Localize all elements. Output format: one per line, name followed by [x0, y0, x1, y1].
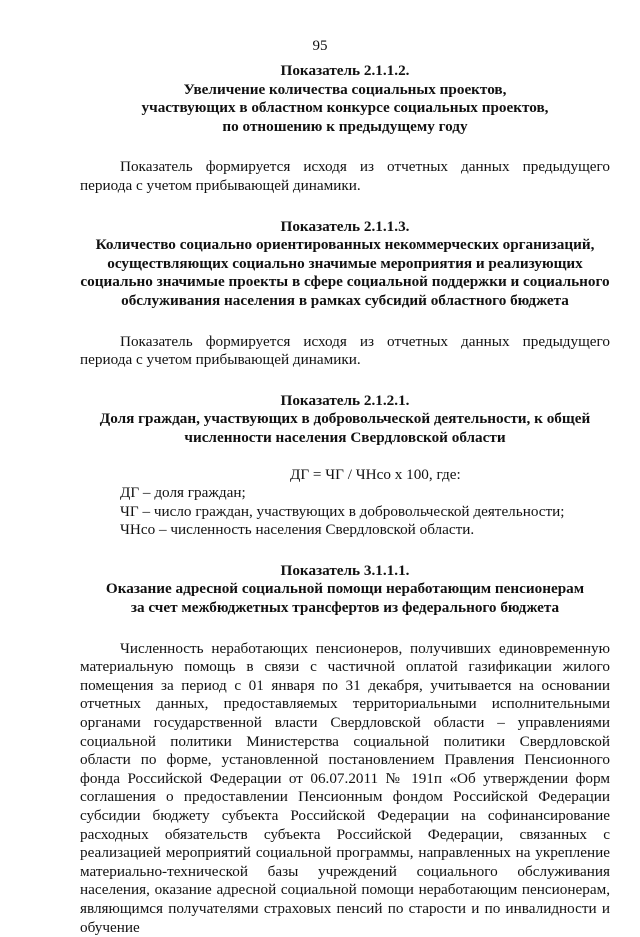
section-paragraph: Численность неработающих пенсионеров, получивших единовременную материальную помощь в связи с частичной оплатой газификации жилого помещения за период с 01 января по 31 декабря, учитывается на основании отчетных данных, предоставляемых территориальными исполнительными органами государственной власти Свердловской области – управлениями социальной политики Министерства социальной политики Свердловской области по форме, установленной постановлением Правления Пенсионного фонда Российской Федерации от 06.07.2011 № 191п «Об утверждении форм соглашения о предоставлении Пенсионным фондом Российской Федерации субсидии бюджету субъекта Российской Федерации на софинансирование расходных обязательств субъекта Российской Федерации, связанных с реализацией мероприятий социальной программы, направленных на укрепление материально-технической базы учреждений социального обслуживания населения, оказание адресной социальной помощи неработающим пенсионерам, являющимся получателями страховых пенсий по старости и по инвалидности и обучение — [80, 639, 610, 936]
section-title-line: участвующих в областном конкурсе социальных проектов, — [141, 99, 549, 117]
section-heading: Показатель 2.1.1.3. — [280, 217, 410, 235]
definition-item: ЧНсо – численность населения Свердловской области. — [120, 521, 475, 539]
section-title-line: численности населения Свердловской области — [184, 428, 506, 446]
section-heading: Показатель 3.1.1.1. — [280, 561, 410, 579]
page-content — [80, 62, 610, 937]
section-title-line: за счет межбюджетных трансфертов из федерального бюджета — [130, 599, 560, 617]
section-title-line: Увеличение количества социальных проектов, — [183, 80, 507, 98]
section-title-line: обслуживания населения в рамках субсидий областного бюджета — [121, 291, 569, 309]
section-title-line: по отношению к предыдущему году — [222, 117, 468, 135]
formula: ДГ = ЧГ / ЧНсо х 100, где: — [290, 465, 461, 483]
section-3-1-1-1 — [80, 562, 610, 937]
section-heading: Показатель 2.1.2.1. — [280, 391, 410, 409]
section-title-line: социально значимые проекты в сфере социальной поддержки и социального — [80, 273, 610, 291]
section-title-line: Доля граждан, участвующих в добровольческой деятельности, к общей — [99, 410, 591, 428]
section-title-line: осуществляющих социально значимые мероприятия и реализующих — [107, 254, 583, 272]
section-2-1-2-1 — [80, 392, 610, 540]
section-title-line: Количество социально ориентированных некоммерческих организаций, — [95, 236, 595, 254]
page-number: 95 — [312, 38, 328, 54]
section-paragraph: Показатель формируется исходя из отчетных данных предыдущего периода с учетом прибывающей динамики. — [80, 332, 610, 369]
section-2-1-1-2 — [80, 62, 610, 196]
definition-item: ДГ – доля граждан; — [120, 484, 246, 502]
definition-item: ЧГ – число граждан, участвующих в добровольческой деятельности; — [120, 502, 565, 520]
section-paragraph: Показатель формируется исходя из отчетных данных предыдущего периода с учетом прибывающей динамики. — [80, 158, 610, 194]
section-title-line: Оказание адресной социальной помощи неработающим пенсионерам — [105, 580, 585, 598]
section-2-1-1-3 — [80, 218, 610, 370]
section-heading: Показатель 2.1.1.2. — [280, 62, 410, 79]
